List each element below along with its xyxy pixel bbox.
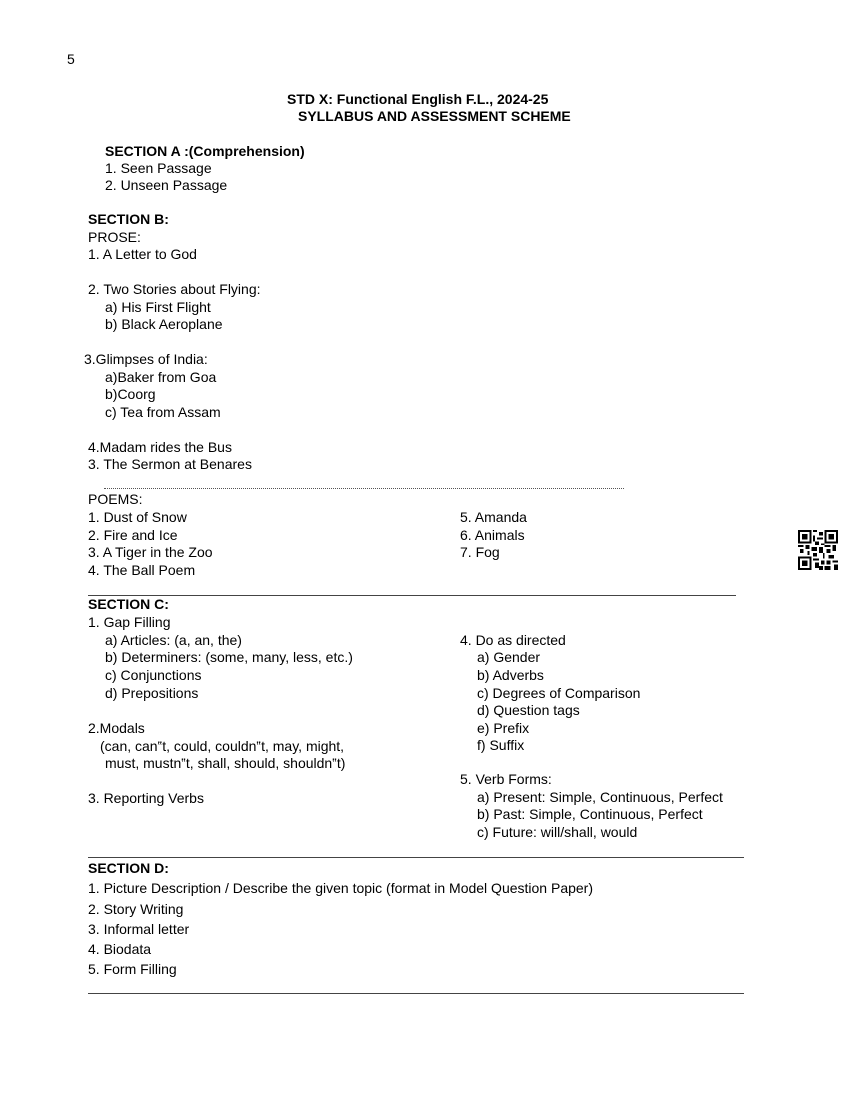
grammar-subitem: b) Determiners: (some, many, less, etc.) <box>105 649 353 665</box>
writing-item: 4. Biodata <box>88 941 152 957</box>
grammar-subitem: (can, can‟t, could, couldn‟t, may, might, <box>100 738 345 754</box>
section-b-heading: SECTION B: <box>88 211 169 227</box>
writing-item: 1. Picture Description / Describe the given topic (format in Model Question Paper) <box>88 880 594 896</box>
poem-item: 3. A Tiger in the Zoo <box>88 544 213 560</box>
grammar-subitem: a) Present: Simple, Continuous, Perfect <box>477 789 723 805</box>
grammar-item: 3. Reporting Verbs <box>88 790 204 806</box>
grammar-subitem: b) Adverbs <box>477 667 544 683</box>
grammar-subitem: d) Prepositions <box>105 685 199 701</box>
grammar-item: 4. Do as directed <box>460 632 566 648</box>
prose-subitem: a) His First Flight <box>105 299 211 315</box>
poem-item: 7. Fog <box>460 544 500 560</box>
prose-item: 3. The Sermon at Benares <box>88 456 252 472</box>
poem-item: 1. Dust of Snow <box>88 509 187 525</box>
writing-item: 2. Story Writing <box>88 901 184 917</box>
writing-item: 3. Informal letter <box>88 921 190 937</box>
section-divider <box>88 993 744 994</box>
grammar-subitem: e) Prefix <box>477 720 530 736</box>
section-a-item: 2. Unseen Passage <box>105 177 228 193</box>
document-subtitle: SYLLABUS AND ASSESSMENT SCHEME <box>298 108 571 124</box>
prose-subitem: b) Black Aeroplane <box>105 316 223 332</box>
document-title: STD X: Functional English F.L., 2024-25 <box>287 91 549 107</box>
grammar-subitem: d) Question tags <box>477 702 580 718</box>
prose-item: 4.Madam rides the Bus <box>88 439 232 455</box>
qr-code-icon <box>798 530 838 570</box>
grammar-subitem: f) Suffix <box>477 737 525 753</box>
poem-item: 6. Animals <box>460 527 525 543</box>
grammar-subitem: must, mustn‟t, shall, should, shouldn‟t) <box>105 755 346 771</box>
section-divider <box>88 857 744 858</box>
grammar-subitem: c) Future: will/shall, would <box>477 824 638 840</box>
section-d-heading: SECTION D: <box>88 860 169 876</box>
prose-subitem: c) Tea from Assam <box>105 404 221 420</box>
section-c-heading: SECTION C: <box>88 596 169 612</box>
section-a-item: 1. Seen Passage <box>105 160 212 176</box>
grammar-subitem: c) Degrees of Comparison <box>477 685 641 701</box>
prose-item: 1. A Letter to God <box>88 246 197 262</box>
grammar-subitem: a) Gender <box>477 649 541 665</box>
prose-subitem: b)Coorg <box>105 386 156 402</box>
grammar-subitem: c) Conjunctions <box>105 667 202 683</box>
section-divider <box>88 595 736 596</box>
page-number: 5 <box>67 51 75 67</box>
grammar-item: 2.Modals <box>88 720 145 736</box>
grammar-item: 5. Verb Forms: <box>460 771 552 787</box>
prose-subitem: a)Baker from Goa <box>105 369 217 385</box>
grammar-item: 1. Gap Filling <box>88 614 171 630</box>
grammar-subitem: a) Articles: (a, an, the) <box>105 632 242 648</box>
prose-item: 3.Glimpses of India: <box>84 351 208 367</box>
prose-label: PROSE: <box>88 229 141 245</box>
grammar-subitem: b) Past: Simple, Continuous, Perfect <box>477 806 703 822</box>
poem-item: 4. The Ball Poem <box>88 562 196 578</box>
writing-item: 5. Form Filling <box>88 961 177 977</box>
section-a-heading: SECTION A :(Comprehension) <box>105 143 305 159</box>
poem-item: 5. Amanda <box>460 509 527 525</box>
prose-item: 2. Two Stories about Flying: <box>88 281 261 297</box>
poems-label: POEMS: <box>88 491 143 507</box>
dotted-separator <box>104 478 624 489</box>
poem-item: 2. Fire and Ice <box>88 527 178 543</box>
